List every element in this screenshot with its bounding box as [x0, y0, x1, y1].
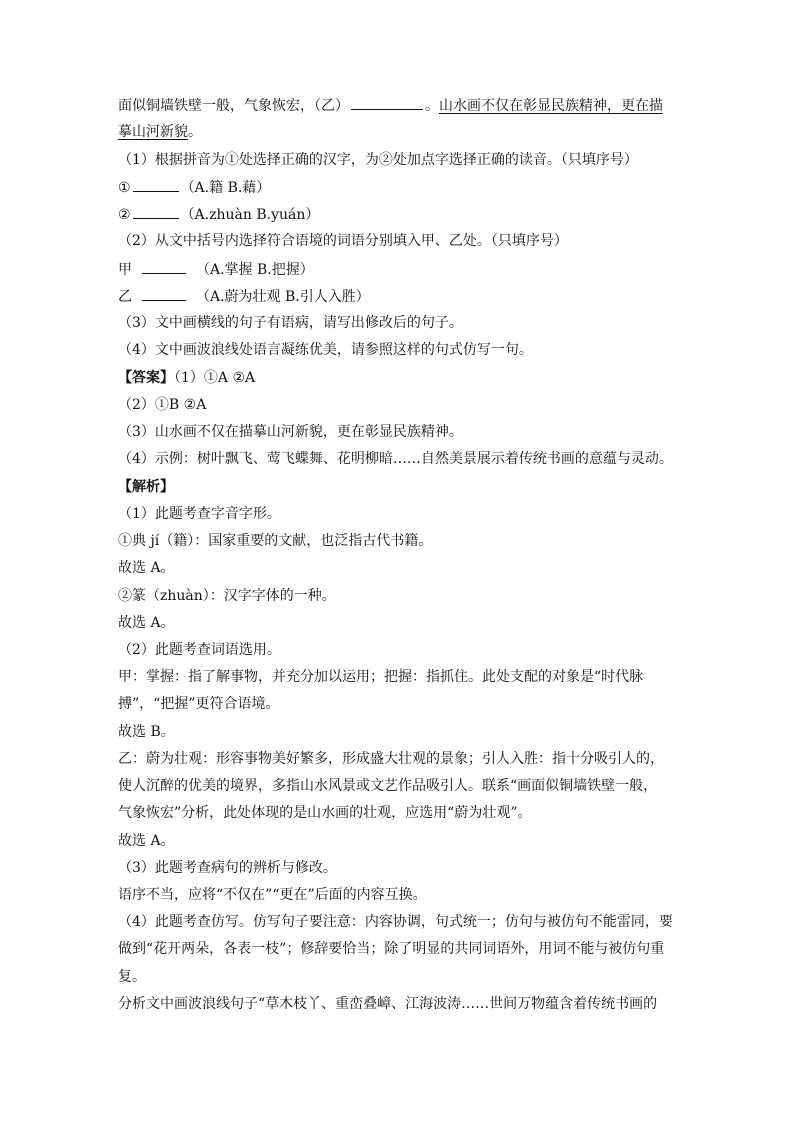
analysis-line: 语序不当，应将“不仅在”“更在”后面的内容互换。: [118, 887, 427, 903]
analysis-line: （3）此题考查病句的辨析与修改。: [118, 860, 337, 876]
analysis-line: 乙：蔚为壮观：形容事物美好繁多，形成盛大壮观的景象；引人入胜：指十分吸引人的，: [118, 751, 664, 767]
passage-line-2: [118, 122, 676, 142]
item-options: （A.掌握 B.把握）: [196, 262, 314, 278]
passage-line-1: [118, 95, 676, 116]
item-label: 甲: [118, 262, 132, 278]
question-2-item-yi: [118, 286, 676, 307]
analysis-line: 故选 A。: [118, 833, 175, 849]
analysis-line: 搏”，“把握”更符合语境。: [118, 696, 280, 712]
underlined-sentence: 山水画不仅在彰显民族精神，更在描: [439, 98, 663, 114]
item-options: （A.籍 B.藉）: [180, 180, 271, 196]
answer-line-4: （4）示例：树叶飘飞、莺飞蝶舞、花明柳暗……自然美景展示着传统书画的意蕴与灵动。: [118, 451, 673, 467]
underlined-sentence: 摹山河新貌: [118, 124, 188, 140]
question-2: （2）从文中括号内选择符合语境的词语分别填入甲、乙处。（只填序号）: [118, 233, 568, 249]
answer-line-3: （3）山水画不仅在描摹山河新貌，更在彰显民族精神。: [118, 424, 463, 440]
item-label: 乙: [118, 289, 132, 305]
analysis-line: ②篆（zhuàn）：汉字字体的一种。: [118, 588, 336, 604]
analysis-line: 故选 A。: [118, 615, 175, 631]
answer-blank: [133, 177, 179, 192]
item-options: （A.zhuàn B.yuán）: [180, 207, 320, 223]
analysis-line: 做到“花开两朵，各表一枝”；修辞要恰当；除了明显的共同词语外，用词不能与被仿句重: [118, 941, 665, 957]
item-label: ①: [118, 180, 131, 196]
analysis-line: （1）此题考查字音字形。: [118, 506, 281, 522]
answer-text: （1）①A ②A: [174, 370, 256, 386]
question-1-item-2: [118, 204, 676, 225]
question-1: （1）根据拼音为①处选择正确的汉字，为②处加点字选择正确的读音。（只填序号）: [118, 152, 638, 168]
answer-heading: 【答案】: [118, 370, 174, 386]
passage-punct: 。: [425, 98, 439, 114]
passage-punct: 。: [188, 124, 202, 140]
blank-yi: [351, 95, 423, 110]
question-3: （3）文中画横线的句子有语病，请写出修改后的句子。: [118, 315, 463, 331]
analysis-line: （4）此题考查仿写。仿写句子要注意：内容协调，句式统一；仿句与被仿句不能雷同，要: [118, 914, 673, 930]
analysis-line: 甲：掌握：指了解事物，并充分加以运用；把握：指抓住。此处支配的对象是“时代脉: [118, 669, 644, 685]
item-options: （A.蔚为壮观 B.引人入胜）: [196, 289, 370, 305]
analysis-line: （2）此题考查词语选用。: [118, 642, 281, 658]
analysis-line: 故选 A。: [118, 560, 175, 576]
analysis-line: 气象恢宏”分析，此处体现的是山水画的壮观，应选用“蔚为壮观”。: [118, 805, 532, 821]
question-1-item-1: [118, 177, 676, 198]
analysis-line: ①典 jí（籍）：国家重要的文献，也泛指古代书籍。: [118, 533, 433, 549]
answer-line-1: [118, 368, 676, 388]
question-2-item-jia: [118, 259, 676, 280]
analysis-line: 分析文中画波浪线句子“草木枝丫、重峦叠嶂、江海波涛……世间万物蕴含着传统书画的: [118, 996, 658, 1012]
analysis-line: 复。: [118, 969, 146, 985]
question-4: （4）文中画波浪线处语言凝练优美，请参照这样的句式仿写一句。: [118, 342, 533, 358]
passage-text: 面似铜墙铁壁一般，气象恢宏，（乙）: [118, 98, 349, 114]
analysis-heading: 【解析】: [118, 479, 174, 495]
analysis-line: 使人沉醉的优美的境界，多指山水风景或文艺作品吸引人。联系“画面似铜墙铁壁一般，: [118, 778, 658, 794]
answer-line-2: （2）①B ②A: [118, 397, 207, 413]
answer-blank: [133, 204, 179, 219]
analysis-line: 故选 B。: [118, 724, 175, 740]
answer-blank: [142, 259, 186, 274]
answer-blank: [142, 286, 186, 301]
item-label: ②: [118, 207, 131, 223]
